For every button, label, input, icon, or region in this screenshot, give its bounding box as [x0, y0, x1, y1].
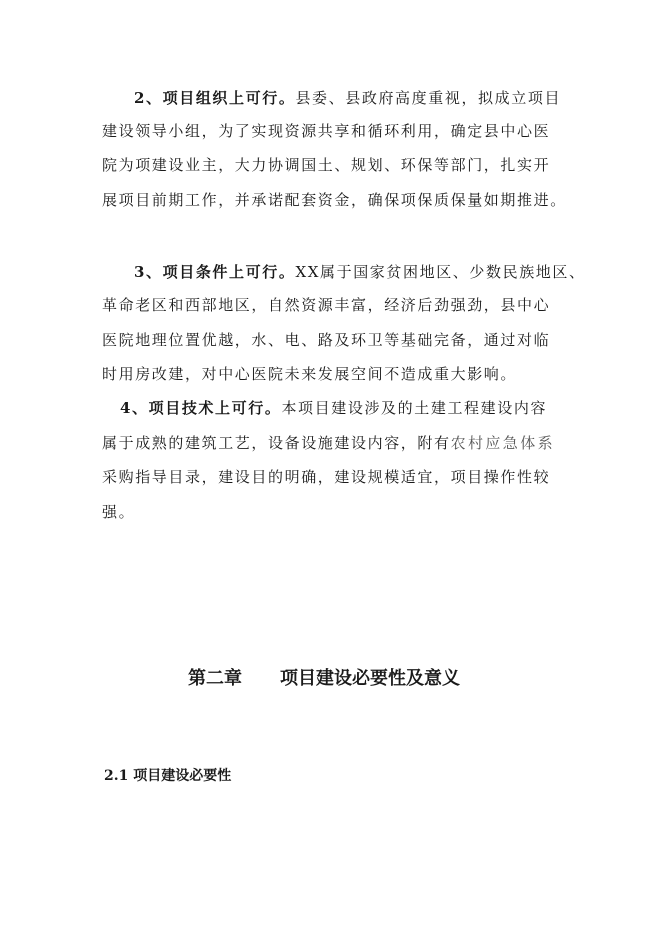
p4-lead: 4、项目技术上可行。 — [120, 399, 282, 417]
p3-line-4: 时用房改建，对中心医院未来发展空间不造成重大影响。 — [102, 365, 518, 383]
p2-line-2: 建设领导小组，为了实现资源共享和循环利用，确定县中心医 — [102, 122, 551, 140]
p2-lead: 2、项目组织上可行。 — [134, 89, 296, 107]
p2-line-4: 展项目前期工作，并承诺配套资金，确保项保质保量如期推进。 — [102, 191, 567, 209]
p3-line-2: 革命老区和西部地区，自然资源丰富，经济后劲强劲，县中心 — [102, 296, 551, 314]
p3-line-1-text: XX属于国家贫困地区、少数民族地区、 — [295, 263, 586, 281]
section-heading: 2.1 项目建设必要性 — [104, 768, 232, 784]
p3-lead: 3、项目条件上可行。 — [134, 263, 296, 281]
chapter-number: 第二章 — [188, 668, 242, 689]
p4-line-2-text: 属于成熟的建筑工艺，设备设施建设内容，附有 — [102, 434, 451, 452]
p3-line-3: 医院地理位置优越，水、电、路及环卫等基础完备，通过对临 — [102, 331, 551, 349]
p4-line-1 — [120, 398, 547, 418]
p2-line-1 — [134, 88, 561, 108]
p4-line-2 — [102, 433, 555, 453]
p4-line-3: 采购指导目录，建设目的明确，建设规模适宜，项目操作性较 — [102, 468, 551, 486]
p4-line-4: 强。 — [102, 503, 136, 521]
chapter-heading — [188, 664, 460, 690]
p2-line-1-text: 县委、县政府高度重视，拟成立项目 — [295, 89, 562, 107]
chapter-title: 项目建设必要性及意义 — [280, 668, 460, 689]
p3-line-1 — [134, 262, 586, 282]
p4-line-1-text: 本项目建设涉及的土建工程建设内容 — [281, 399, 548, 417]
p2-line-3: 院为项建设业主，大力协调国土、规划、环保等部门，扎实开 — [102, 156, 551, 174]
p4-line-2-highlight: 农村应急体系 — [450, 434, 556, 452]
